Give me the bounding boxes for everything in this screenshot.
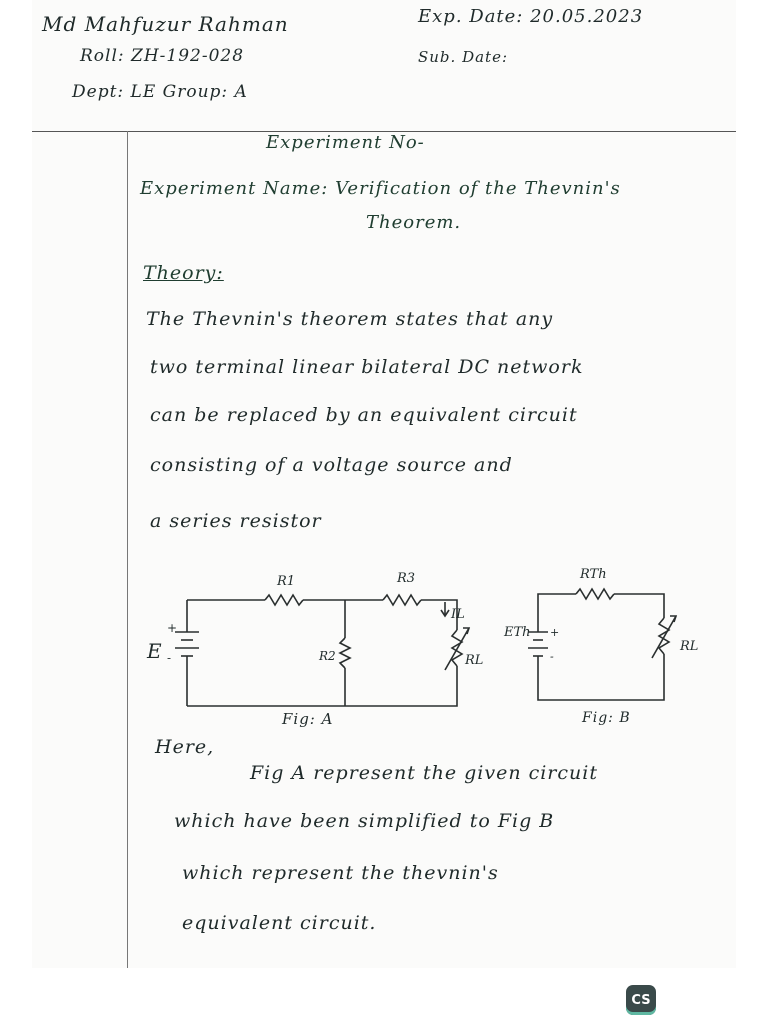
conclusion-line: which represent the thevnin's bbox=[182, 862, 499, 884]
circuit-figure-a bbox=[145, 570, 484, 720]
label-il: IL bbox=[451, 607, 465, 622]
fig-a-caption: Fig: A bbox=[282, 710, 334, 728]
label-r2: R2 bbox=[319, 649, 336, 663]
margin-rule bbox=[127, 131, 128, 968]
label-rth: RTh bbox=[580, 567, 607, 582]
student-name: Md Mahfuzur Rahman bbox=[42, 12, 289, 36]
circuit-figure-b bbox=[500, 564, 700, 704]
dept-group: Dept: LE Group: A bbox=[72, 82, 248, 102]
theory-line: consisting of a voltage source and bbox=[150, 454, 513, 476]
resistor-r2 bbox=[340, 638, 350, 668]
label-r3: R3 bbox=[397, 571, 416, 586]
theory-line: can be replaced by an equivalent circuit bbox=[150, 404, 578, 426]
label-rl: RL bbox=[465, 653, 484, 668]
conclusion-line: equivalent circuit. bbox=[182, 912, 377, 934]
conclusion-line: Here, bbox=[155, 736, 215, 758]
label-eth: ETh bbox=[504, 625, 531, 640]
conclusion-line: Fig A represent the given circuit bbox=[250, 762, 598, 784]
submission-date: Sub. Date: bbox=[418, 48, 509, 66]
label-r1: R1 bbox=[277, 574, 296, 589]
label-minus: - bbox=[167, 651, 172, 665]
theory-line: The Thevnin's theorem states that any bbox=[146, 308, 554, 330]
experiment-number: Experiment No- bbox=[266, 132, 425, 153]
experiment-name-cont: Theorem. bbox=[366, 212, 462, 233]
experiment-name: Experiment Name: Verification of the Thevnin's bbox=[140, 178, 621, 199]
label-rl-b: RL bbox=[680, 639, 699, 654]
theory-line: two terminal linear bilateral DC network bbox=[150, 356, 584, 378]
label-plus-b: + bbox=[550, 626, 560, 639]
conclusion-line: which have been simplified to Fig B bbox=[174, 810, 555, 832]
resistor-rth bbox=[576, 589, 614, 599]
label-minus-b: - bbox=[550, 650, 554, 663]
theory-heading: Theory: bbox=[143, 262, 224, 284]
resistor-r1 bbox=[265, 595, 303, 605]
camscanner-logo: CS bbox=[626, 985, 656, 1015]
resistor-r3 bbox=[383, 595, 421, 605]
experiment-date: Exp. Date: 20.05.2023 bbox=[418, 6, 644, 27]
theory-line: a series resistor bbox=[150, 510, 322, 532]
fig-b-caption: Fig: B bbox=[582, 710, 631, 726]
label-plus: + bbox=[167, 621, 178, 635]
roll-number: Roll: ZH-192-028 bbox=[80, 46, 245, 66]
label-source-e: E bbox=[147, 639, 162, 663]
